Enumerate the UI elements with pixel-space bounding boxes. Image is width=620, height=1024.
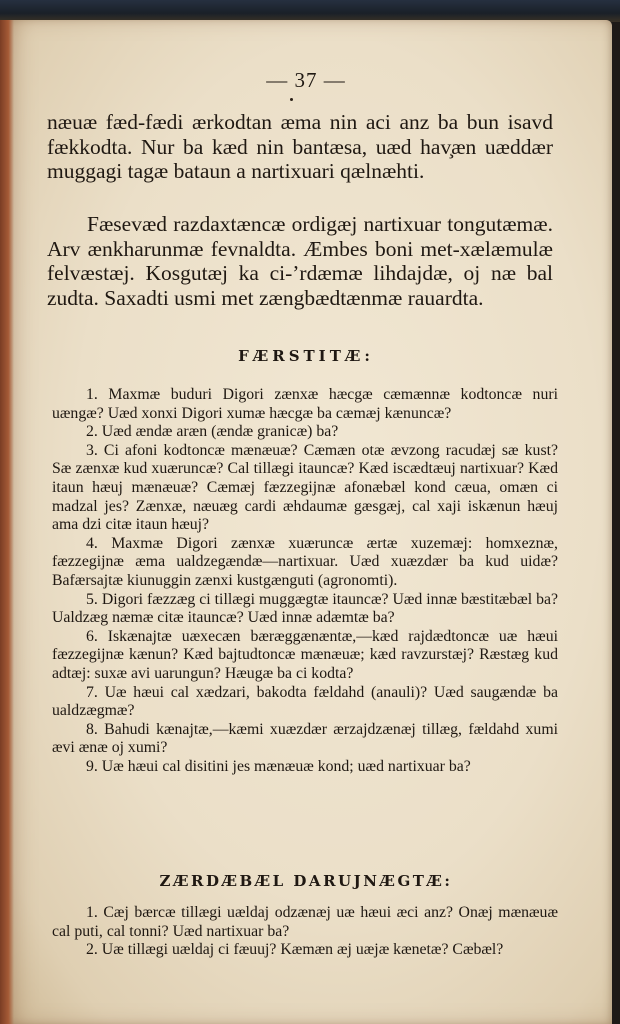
question-item: 6. Iskænajtæ uæxecæn bæræggænæntæ,—kæd rajdædtoncæ uæ hæui fæzzegijnæ kænun? Kæd bajtudtoncæ mænæuæ; kæd ravzurstæj? Ræstæg kud adtæj: suxæ avi uarungun? Hæugæ ba ci kodta? [52, 627, 558, 682]
question-item: 5. Digori fæzzæg ci tillægi muggægtæ itauncæ? Uæd innæ bæstitæbæl ba? Ualdzæg næmæ citæ itauncæ? Uæd innæ adæmtæ ba? [52, 590, 558, 627]
ink-dot [290, 98, 293, 101]
question-item: 7. Uæ hæui cal xædzari, bakodta fældahd (anauli)? Uæd saugændæ ba ualdzægmæ? [52, 683, 558, 720]
answer-item: 1. Cæj bærcæ tillægi uældaj odzænæj uæ hæui æci anz? Onæj mænæuæ cal puti, cal tonni? Uæd nartixuar ba? [52, 904, 558, 940]
question-item: 2. Uæd ændæ aræn (ændæ granicæ) ba? [86, 423, 339, 441]
question-item: 3. Ci afoni kodtoncæ mænæuæ? Cæmæn otæ ævzong racudæj sæ kust? Sæ zænxæ kud xuæruncæ? Cal tillægi itauncæ? Kæd iscædtæuj nartixuar? Kæd itaun hæuj mænæuæ? Cæmæj fæzzegijnæ afonæbæl kond cæua, omæn ci madzal jes? Zænxæ, næuæg cardi æhdaumæ gæsgæj, cal xaji iskænun hæuj ama dzi citæ itaun hæuj? [52, 441, 558, 534]
question-item: 4. Maxmæ Digori zænxæ xuæruncæ ærtæ xuzemæj: homxeznæ, fæzzegijnæ æma ualdzegændæ—nartixuar. Uæd xuæzdær ba kud uidæ? Bafærsajtæ kiunuggin zænxi kustgænguti (agronomti). [52, 534, 558, 589]
book-spine [0, 20, 14, 1024]
page-number: — 37 — [266, 68, 346, 92]
body-paragraph: Fæsevæd razdaxtæncæ ordigæj nartixuar tongutæmæ. Arv ænkharunmæ fevnaldta. Æmbes boni met-xælæmulæ felvæstæj. Kosgutæj ka ci-’rdæmæ lihdajdæ, oj næ bal zudta. Saxadti usmi met zængbædtænmæ rauardta. [47, 212, 553, 310]
questions-list [52, 386, 558, 776]
body-paragraph: næuæ fæd-fædi ærkodtan æma nin aci anz ba bun isavd fækkodta. Nur ba kæd nin bantæsa, uæd hav̧æn uæddær muggagi tagæ bataun a nartixuari qælnæhti. [47, 110, 553, 183]
book-cover-edge [0, 0, 620, 22]
answers-heading: ZÆRDÆBÆL DARUJNÆGTÆ: [159, 872, 453, 890]
answer-item: 2. Uæ tillægi uældaj ci fæuuj? Kæmæn æj uæjæ kænetæ? Cæbæl? [86, 941, 504, 959]
questions-heading: FÆRSTITÆ: [238, 347, 374, 365]
book-page [0, 20, 612, 1024]
answers-list [52, 904, 558, 960]
question-item: 8. Bahudi kænajtæ,—kæmi xuæzdær ærzajdzænæj tillæg, fældahd xumi ævi ænæ oj xumi? [52, 720, 558, 757]
question-item: 1. Maxmæ buduri Digori zænxæ hæcgæ cæmænnæ kodtoncæ nuri uængæ? Uæd xonxi Digori xumæ hæcgæ ba cæmæj kænuncæ? [52, 386, 558, 422]
question-item: 9. Uæ hæui cal disitini jes mænæuæ kond; uæd nartixuar ba? [86, 757, 471, 775]
